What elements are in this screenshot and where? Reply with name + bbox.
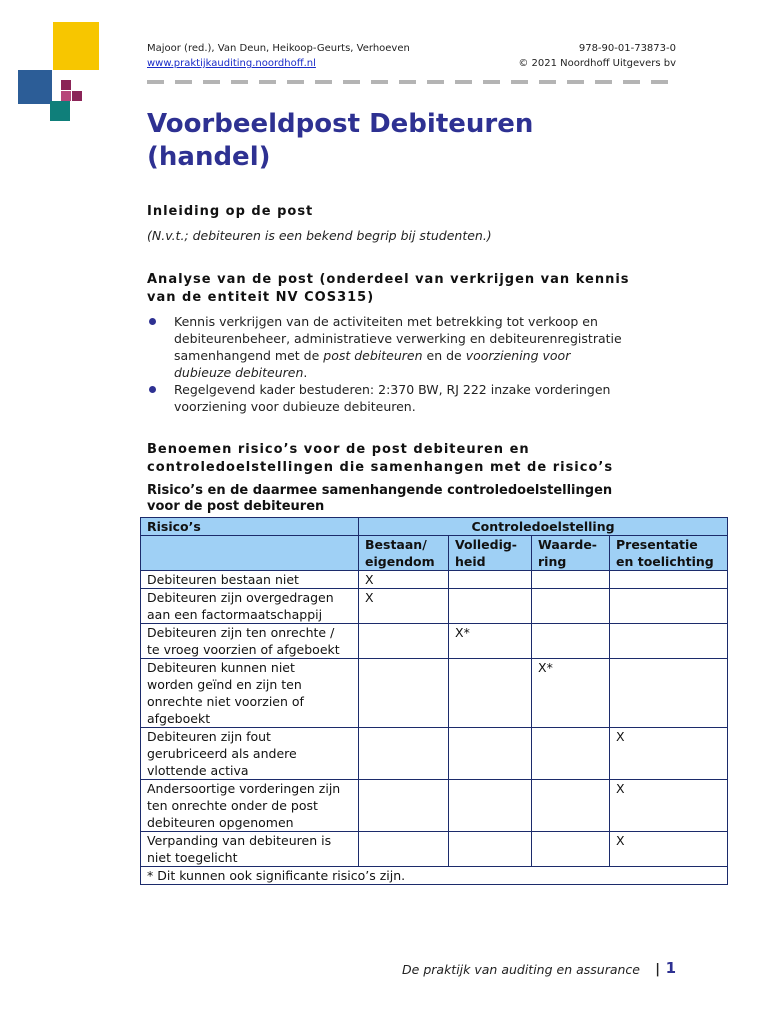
risk-cell: Debiteuren zijn ten onrechte / te vroeg voorzien of afgeboekt xyxy=(141,624,359,659)
mark-cell xyxy=(449,659,532,728)
table-row xyxy=(141,728,728,780)
risk-cell: Debiteuren bestaan niet xyxy=(141,571,359,589)
header-url-link[interactable]: www.praktijkauditing.noordhoff.nl xyxy=(147,58,316,69)
mark-cell xyxy=(610,659,728,728)
header-copyright: © 2021 Noordhoff Uitgevers bv xyxy=(518,58,676,69)
section-heading-analyse-line2: van de entiteit NV COS315) xyxy=(147,290,375,305)
mark-cell xyxy=(532,780,610,832)
mark-cell xyxy=(359,659,449,728)
mark-cell xyxy=(449,589,532,624)
bullet-dot-icon xyxy=(149,318,156,325)
mark-cell: X xyxy=(359,589,449,624)
column-header-waardering: Waarde- ring xyxy=(532,536,610,571)
section-heading-analyse-line1: Analyse van de post (onderdeel van verkrijgen van kennis xyxy=(147,272,630,287)
bullet-text: Regelgevend kader bestuderen: 2:370 BW, RJ 222 inzake vorderingen xyxy=(174,382,611,397)
mark-cell xyxy=(449,728,532,780)
column-header-volledigheid: Volledig- heid xyxy=(449,536,532,571)
risk-cell: Debiteuren zijn fout gerubriceerd als andere vlottende activa xyxy=(141,728,359,780)
mark-cell: X xyxy=(359,571,449,589)
table-row xyxy=(141,780,728,832)
logo-yellow-square xyxy=(53,22,99,70)
risk-cell: Debiteuren kunnen niet worden geïnd en zijn ten onrechte niet voorzien of afgeboekt xyxy=(141,659,359,728)
header-divider xyxy=(147,80,677,84)
bullet-text: voorziening voor dubieuze debiteuren. xyxy=(174,399,416,414)
mark-cell xyxy=(359,728,449,780)
column-header-empty xyxy=(141,536,359,571)
header-isbn: 978-90-01-73873-0 xyxy=(578,43,676,54)
logo-plum-square xyxy=(61,80,71,90)
mark-cell xyxy=(532,624,610,659)
section-heading-risicos-line1: Benoemen risico’s voor de post debiteuren en xyxy=(147,442,530,457)
logo-blue-square xyxy=(18,70,52,104)
footer-separator: | xyxy=(655,962,660,977)
page-title-line2: (handel) xyxy=(147,142,271,172)
bullet-text: en de xyxy=(422,348,466,363)
page-title xyxy=(147,108,647,174)
mark-cell xyxy=(359,780,449,832)
table-header-row xyxy=(141,518,728,536)
table-caption-line1: Risico’s en de daarmee samenhangende controledoelstellingen xyxy=(147,483,613,498)
mark-cell xyxy=(532,571,610,589)
bullet-text-italic: post debiteuren xyxy=(323,348,423,363)
table-caption xyxy=(147,483,667,515)
mark-cell xyxy=(449,780,532,832)
table-row xyxy=(141,571,728,589)
risk-cell: Andersoortige vorderingen zijn ten onrechte onder de post debiteuren opgenomen xyxy=(141,780,359,832)
mark-cell: X* xyxy=(532,659,610,728)
bullet-text-italic: voorziening voor xyxy=(465,348,571,363)
bullet-text: . xyxy=(303,365,308,380)
footer-book-title: De praktijk van auditing en assurance xyxy=(402,962,640,977)
section-heading-risicos-line2: controledoelstellingen die samenhangen met de risico’s xyxy=(147,460,614,475)
mark-cell: X xyxy=(610,832,728,867)
table-caption-line2: voor de post debiteuren xyxy=(147,499,325,514)
table-row xyxy=(141,832,728,867)
mark-cell xyxy=(532,589,610,624)
mark-cell xyxy=(532,728,610,780)
analysis-bullet-list xyxy=(147,313,647,415)
risk-table xyxy=(140,517,728,885)
section-text-inleiding: (N.v.t.; debiteuren is een bekend begrip bij studenten.) xyxy=(147,228,492,243)
header-authors: Majoor (red.), Van Deun, Heikoop-Geurts, Verhoeven xyxy=(147,43,410,54)
bullet-dot-icon xyxy=(149,386,156,393)
mark-cell xyxy=(610,624,728,659)
mark-cell: X xyxy=(610,780,728,832)
mark-cell xyxy=(449,832,532,867)
column-header-controledoelstelling: Controledoelstelling xyxy=(359,518,728,536)
bullet-text: Kennis verkrijgen van de activiteiten met betrekking tot verkoop en xyxy=(174,314,598,329)
section-heading-risicos xyxy=(147,441,667,477)
table-footnote: * Dit kunnen ook significante risico’s zijn. xyxy=(141,867,728,885)
risk-cell: Verpanding van debiteuren is niet toegelicht xyxy=(141,832,359,867)
table-subheader-row xyxy=(141,536,728,571)
logo-pink-square xyxy=(61,91,71,101)
list-item xyxy=(147,313,647,381)
column-header-presentatie: Presentatie en toelichting xyxy=(610,536,728,571)
page-title-line1: Voorbeeldpost Debiteuren xyxy=(147,109,534,139)
page-number: 1 xyxy=(665,959,676,977)
logo-plum-square-2 xyxy=(72,91,82,101)
table-row xyxy=(141,624,728,659)
mark-cell xyxy=(359,624,449,659)
risk-cell: Debiteuren zijn overgedragen aan een factormaatschappij xyxy=(141,589,359,624)
mark-cell xyxy=(610,589,728,624)
mark-cell xyxy=(610,571,728,589)
mark-cell xyxy=(359,832,449,867)
table-row xyxy=(141,589,728,624)
table-row xyxy=(141,659,728,728)
list-item xyxy=(147,381,647,415)
mark-cell: X xyxy=(610,728,728,780)
section-heading-analyse xyxy=(147,271,667,307)
table-footnote-row xyxy=(141,867,728,885)
mark-cell xyxy=(532,832,610,867)
column-header-risk: Risico’s xyxy=(141,518,359,536)
bullet-text: samenhangend met de xyxy=(174,348,324,363)
mark-cell: X* xyxy=(449,624,532,659)
bullet-text: debiteurenbeheer, administratieve verwerking en debiteurenregistratie xyxy=(174,331,622,346)
section-heading-inleiding: Inleiding op de post xyxy=(147,204,314,219)
logo-teal-square xyxy=(50,101,70,121)
column-header-bestaan: Bestaan/ eigendom xyxy=(359,536,449,571)
mark-cell xyxy=(449,571,532,589)
bullet-text-italic: dubieuze debiteuren xyxy=(174,365,304,380)
